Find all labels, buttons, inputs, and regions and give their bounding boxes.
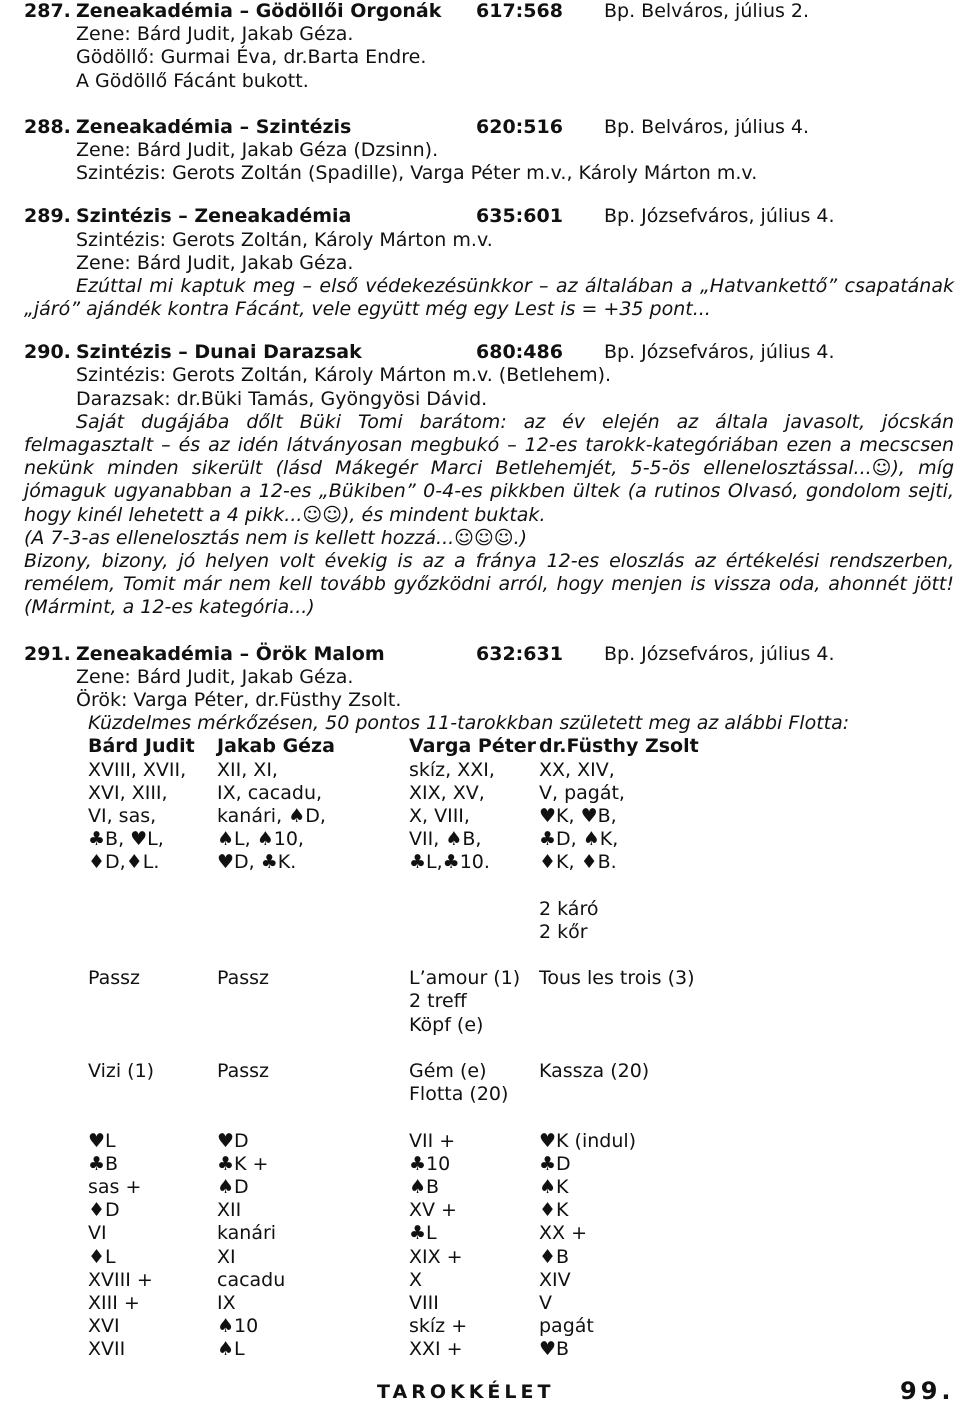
deal-table-header bbox=[24, 735, 954, 758]
table-cell: XVIII, XVII, bbox=[88, 758, 187, 781]
table-row bbox=[24, 1269, 954, 1292]
table-cell: XVIII + bbox=[88, 1268, 153, 1291]
match-291-line: Örök: Varga Péter, dr.Füsthy Zsolt. bbox=[76, 689, 402, 712]
table-cell: ♣B bbox=[88, 1152, 119, 1175]
table-cell: sas + bbox=[88, 1175, 142, 1198]
match-287-line: A Gödöllő Fácánt bukott. bbox=[76, 69, 309, 92]
table-cell: XIII + bbox=[88, 1291, 140, 1314]
match-score: 635:601 bbox=[476, 205, 563, 228]
player-header: Jakab Géza bbox=[217, 735, 335, 758]
table-cell: ♣K + bbox=[217, 1152, 269, 1175]
table-row bbox=[24, 1222, 954, 1245]
table-cell: Tous les trois (3) bbox=[539, 967, 695, 990]
table-row bbox=[24, 1106, 954, 1129]
table-row bbox=[24, 921, 954, 944]
table-cell: ♦K bbox=[539, 1199, 569, 1222]
table-row bbox=[24, 967, 954, 990]
match-place: Bp. Józsefváros, július 4. bbox=[604, 642, 835, 665]
table-row bbox=[24, 1199, 954, 1222]
table-cell: ♠10 bbox=[217, 1315, 259, 1338]
table-cell: ♣B, ♥L, bbox=[88, 828, 164, 851]
table-cell: ♥L bbox=[88, 1129, 116, 1152]
table-cell: Kassza (20) bbox=[539, 1060, 650, 1083]
table-cell: X, VIII, bbox=[409, 804, 470, 827]
table-cell: ♣L,♣10. bbox=[409, 851, 490, 874]
table-row bbox=[24, 898, 954, 921]
match-290-note: Bizony, bizony, jó helyen volt évekig is az a fránya 12-es eloszlás az értékelési rendszerben, remélem, Tomit már nem kell tovább győzködni arról, hogy menjen is vissza oda, ahonnét jött! (Mármint, a 12-es kategória...) bbox=[24, 550, 954, 619]
match-290-note: Saját dugájába dőlt Büki Tomi barátom: az év elején az általa javasolt, jócskán felmagasztalt – és az idén látványosan megbukó – 12-es tarokk-kategóriában ezen a mecscsen nekünk minden sikerült (lásd Mákegér Marci Betlehemjét, 5-5-ös ellenelosztással...☺), míg jómaguk ugyanabban a 12-es „Bükiben” 0-4-es pikkben ültek (a rutinos Olvasó, gondolom sejti, hogy kinél lehetett a 4 pikk...☺☺), és mindent buktak. bbox=[24, 410, 954, 526]
match-290-header bbox=[24, 341, 954, 364]
table-cell: kanári bbox=[217, 1222, 277, 1245]
table-cell: VII, ♠B, bbox=[409, 828, 482, 851]
match-number: 287. bbox=[24, 0, 71, 22]
match-number: 289. bbox=[24, 205, 71, 228]
match-score: 620:516 bbox=[476, 115, 563, 138]
table-row bbox=[24, 828, 954, 851]
match-number: 288. bbox=[24, 115, 71, 138]
page-number: 99. bbox=[900, 1377, 955, 1405]
match-291-header bbox=[24, 643, 954, 666]
table-row bbox=[24, 782, 954, 805]
table-cell: XII, XI, bbox=[217, 758, 278, 781]
match-place: Bp. Józsefváros, július 4. bbox=[604, 341, 835, 364]
table-cell: ♥K, ♥B, bbox=[539, 804, 617, 827]
match-288-header bbox=[24, 116, 954, 139]
match-290-line: Darazsak: dr.Büki Tamás, Gyöngyösi Dávid. bbox=[76, 387, 488, 410]
player-header: dr.Füsthy Zsolt bbox=[539, 735, 699, 758]
table-cell: ♣10 bbox=[409, 1152, 451, 1175]
match-number: 290. bbox=[24, 341, 71, 364]
match-place: Bp. Belváros, július 4. bbox=[604, 115, 810, 138]
table-cell: 2 káró bbox=[539, 897, 599, 920]
table-cell: ♥B bbox=[539, 1338, 570, 1361]
table-cell: Köpf (e) bbox=[409, 1013, 484, 1036]
table-cell: X bbox=[409, 1268, 423, 1291]
table-cell: ♦B bbox=[539, 1245, 570, 1268]
table-cell: XIX + bbox=[409, 1245, 463, 1268]
match-289-header bbox=[24, 205, 954, 228]
document-page bbox=[24, 0, 954, 1361]
match-289-line: Zene: Bárd Judit, Jakab Géza. bbox=[76, 251, 354, 274]
match-place: Bp. Józsefváros, július 4. bbox=[604, 205, 835, 228]
table-cell: V bbox=[539, 1291, 552, 1314]
match-290-line: Szintézis: Gerots Zoltán, Károly Márton m.v. (Betlehem). bbox=[76, 364, 612, 387]
table-cell: ♠B bbox=[409, 1175, 440, 1198]
table-cell: XII bbox=[217, 1199, 242, 1222]
match-288-line: Szintézis: Gerots Zoltán (Spadille), Varga Péter m.v., Károly Márton m.v. bbox=[76, 162, 758, 185]
table-cell: ♣L bbox=[409, 1222, 437, 1245]
match-287-line: Gödöllő: Gurmai Éva, dr.Barta Endre. bbox=[76, 46, 427, 69]
match-291-note: Küzdelmes mérkőzésen, 50 pontos 11-tarokkban született meg az alábbi Flotta: bbox=[88, 712, 850, 735]
table-cell: ♦D bbox=[88, 1199, 120, 1222]
table-row bbox=[24, 1315, 954, 1338]
match-title: Zeneakadémia – Gödöllői Orgonák bbox=[76, 0, 442, 22]
table-row bbox=[24, 1014, 954, 1037]
match-290-note: (A 7-3-as ellenelosztás nem is kellett hozzá...☺☺☺.) bbox=[24, 526, 528, 549]
table-row bbox=[24, 1338, 954, 1361]
table-cell: XVII bbox=[88, 1338, 126, 1361]
table-cell: pagát bbox=[539, 1315, 594, 1338]
table-cell: V, pagát, bbox=[539, 781, 625, 804]
table-cell: skíz, XXI, bbox=[409, 758, 495, 781]
table-row bbox=[24, 1176, 954, 1199]
table-cell: Passz bbox=[217, 1060, 270, 1083]
table-cell: ♣D bbox=[539, 1152, 571, 1175]
player-header: Bárd Judit bbox=[88, 735, 195, 758]
table-cell: Vizi (1) bbox=[88, 1060, 155, 1083]
table-cell: IX bbox=[217, 1291, 236, 1314]
table-cell: skíz + bbox=[409, 1315, 468, 1338]
match-287-header bbox=[24, 0, 954, 23]
table-cell: kanári, ♠D, bbox=[217, 804, 326, 827]
table-cell: cacadu bbox=[217, 1268, 286, 1291]
table-row bbox=[24, 1153, 954, 1176]
match-number: 291. bbox=[24, 642, 71, 665]
table-cell: ♦L bbox=[88, 1245, 116, 1268]
table-row bbox=[24, 1037, 954, 1060]
table-cell: 2 kőr bbox=[539, 920, 588, 943]
match-title: Zeneakadémia – Örök Malom bbox=[76, 642, 385, 665]
table-cell: XIV bbox=[539, 1268, 571, 1291]
table-row bbox=[24, 990, 954, 1013]
match-291-line: Zene: Bárd Judit, Jakab Géza. bbox=[76, 665, 354, 688]
table-cell: VIII bbox=[409, 1291, 439, 1314]
table-row bbox=[24, 759, 954, 782]
match-title: Zeneakadémia – Szintézis bbox=[76, 115, 352, 138]
table-cell: VI, sas, bbox=[88, 804, 157, 827]
table-row bbox=[24, 875, 954, 898]
table-row bbox=[24, 1083, 954, 1106]
table-cell: XIX, XV, bbox=[409, 781, 485, 804]
table-cell: VI bbox=[88, 1222, 107, 1245]
table-cell: XI bbox=[217, 1245, 236, 1268]
deal-table bbox=[24, 735, 954, 1361]
table-cell: ♠K bbox=[539, 1175, 569, 1198]
table-cell: ♠D bbox=[217, 1175, 249, 1198]
table-cell: ♥D, ♣K. bbox=[217, 851, 297, 874]
table-cell: ♦D,♦L. bbox=[88, 851, 160, 874]
match-score: 680:486 bbox=[476, 341, 563, 364]
table-cell: Gém (e) bbox=[409, 1060, 487, 1083]
player-header: Varga Péter bbox=[409, 735, 537, 758]
table-row bbox=[24, 1246, 954, 1269]
publication-name: TAROKKÉLET bbox=[377, 1381, 555, 1403]
match-score: 617:568 bbox=[476, 0, 563, 22]
match-title: Szintézis – Zeneakadémia bbox=[76, 205, 352, 228]
table-cell: Flotta (20) bbox=[409, 1083, 509, 1106]
table-cell: ♥K (indul) bbox=[539, 1129, 637, 1152]
table-cell: XX + bbox=[539, 1222, 587, 1245]
table-cell: ♠L bbox=[217, 1338, 245, 1361]
table-cell: XV + bbox=[409, 1199, 457, 1222]
table-row bbox=[24, 1292, 954, 1315]
match-score: 632:631 bbox=[476, 642, 563, 665]
page-footer bbox=[0, 1377, 960, 1406]
table-row bbox=[24, 851, 954, 874]
table-cell: 2 treff bbox=[409, 990, 467, 1013]
table-cell: XVI, XIII, bbox=[88, 781, 168, 804]
table-cell: XXI + bbox=[409, 1338, 463, 1361]
match-288-line: Zene: Bárd Judit, Jakab Géza (Dzsinn). bbox=[76, 138, 439, 161]
table-row bbox=[24, 1130, 954, 1153]
table-cell: Passz bbox=[88, 967, 141, 990]
match-place: Bp. Belváros, július 2. bbox=[604, 0, 810, 22]
table-cell: XVI bbox=[88, 1315, 120, 1338]
table-cell: ♥D bbox=[217, 1129, 249, 1152]
table-cell: IX, cacadu, bbox=[217, 781, 323, 804]
table-cell: ♠L, ♠10, bbox=[217, 828, 304, 851]
match-289-note: Ezúttal mi kaptuk meg – első védekezésünkkor – az általában a „Hatvankettő” csapatának „járó” ajándék kontra Fácánt, vele együtt még egy Lest is = +35 pont... bbox=[24, 274, 954, 321]
match-289-line: Szintézis: Gerots Zoltán, Károly Márton m.v. bbox=[76, 228, 493, 251]
table-cell: VII + bbox=[409, 1129, 456, 1152]
table-cell: L’amour (1) bbox=[409, 967, 521, 990]
table-row bbox=[24, 944, 954, 967]
table-cell: ♣D, ♠K, bbox=[539, 828, 619, 851]
table-cell: Passz bbox=[217, 967, 270, 990]
match-title: Szintézis – Dunai Darazsak bbox=[76, 341, 362, 364]
table-row bbox=[24, 1060, 954, 1083]
table-cell: ♦K, ♦B. bbox=[539, 851, 617, 874]
match-287-line: Zene: Bárd Judit, Jakab Géza. bbox=[76, 23, 354, 46]
table-cell: XX, XIV, bbox=[539, 758, 615, 781]
table-row bbox=[24, 805, 954, 828]
